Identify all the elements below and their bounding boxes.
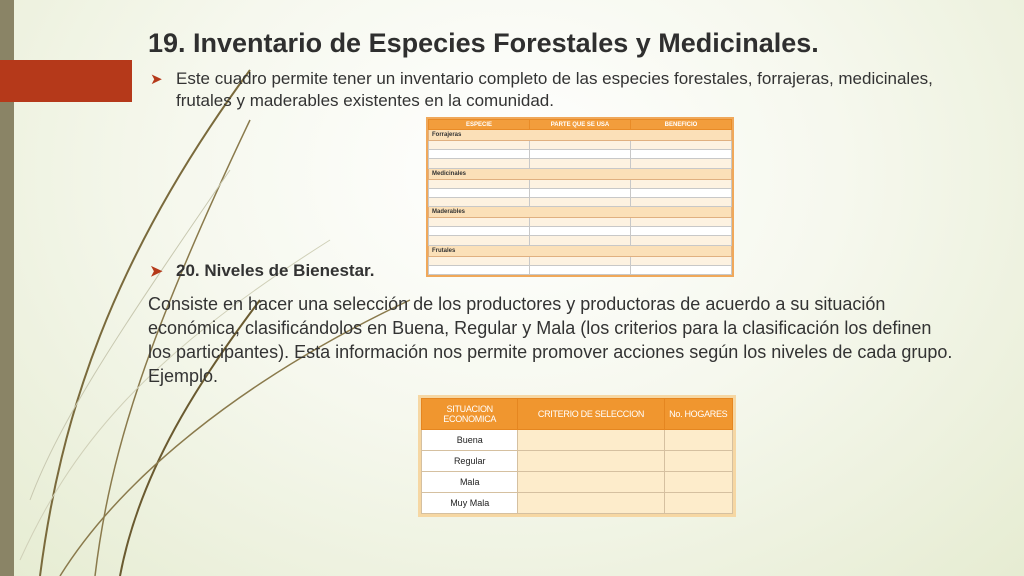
inventory-table — [426, 117, 734, 277]
row-label: Regular — [422, 451, 518, 472]
bullet-text: Este cuadro permite tener un inventario completo de las especies forestales, forrajeras, medicinales, frutales y maderables existentes en la comunidad. — [176, 69, 933, 110]
table-section-label: Medicinales — [429, 168, 732, 179]
table-section-label: Frutales — [429, 245, 732, 256]
arrow-bullet-icon: ➤ — [150, 263, 163, 280]
table-header: SITUACION ECONOMICA — [422, 399, 518, 430]
table-header: BENEFICIO — [631, 120, 732, 130]
bullet-text: 20. Niveles de Bienestar. — [176, 261, 375, 280]
wellbeing-table — [418, 395, 736, 517]
table-header: PARTE QUE SE USA — [530, 120, 631, 130]
table-row — [422, 430, 733, 451]
row-label: Muy Mala — [422, 493, 518, 514]
table-section-label: Maderables — [429, 207, 732, 218]
table-header: ESPECIE — [429, 120, 530, 130]
table-row — [422, 472, 733, 493]
table-section-label: Forrajeras — [429, 130, 732, 141]
bullet-inventory-description — [150, 68, 956, 112]
table-header: No. HOGARES — [664, 399, 732, 430]
arrow-bullet-icon: ➤ — [150, 71, 163, 88]
row-label: Mala — [422, 472, 518, 493]
table-row — [422, 451, 733, 472]
bullet-wellbeing-heading — [150, 260, 436, 282]
table-row — [422, 493, 733, 514]
title-accent-tab — [0, 60, 132, 102]
slide-title: 19. Inventario de Especies Forestales y Medicinales. — [148, 28, 819, 58]
wellbeing-paragraph: Consiste en hacer una selección de los productores y productoras de acuerdo a su situación económica, clasificándolos en Buena, Regular y Mala (los criterios para la clasificación los definen los participantes). Esta información nos permite promover acciones según los niveles de cada grupo. Ejemplo. — [148, 294, 953, 386]
table-header: CRITERIO DE SELECCION — [518, 399, 664, 430]
row-label: Buena — [422, 430, 518, 451]
